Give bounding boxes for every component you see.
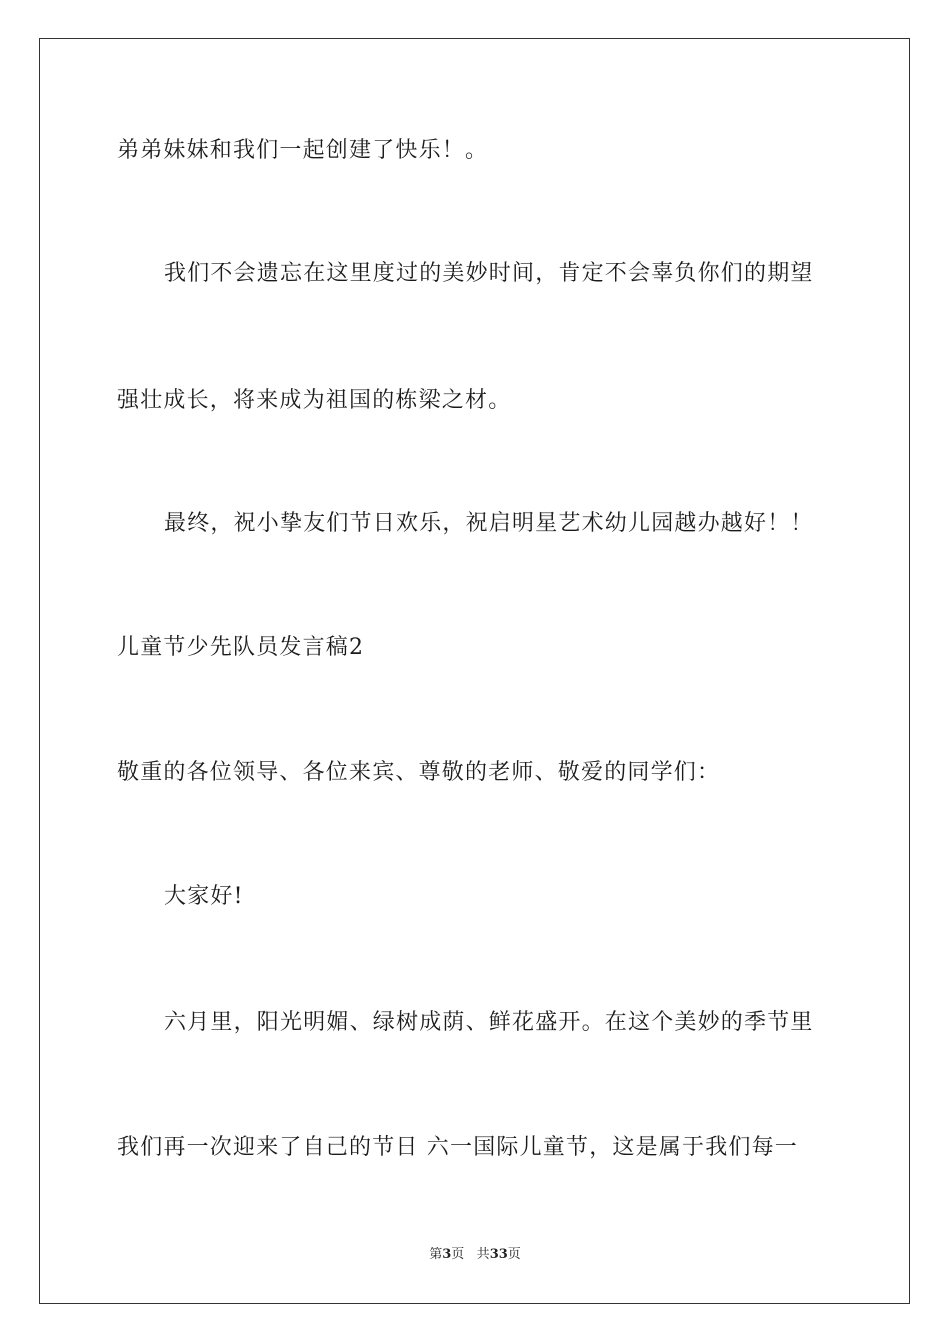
- footer-page-suffix: 页: [451, 1247, 465, 1262]
- section-heading: 儿童节少先队员发言稿2: [117, 635, 365, 660]
- footer-page-prefix: 第: [429, 1247, 443, 1262]
- paragraph-line-8: 六月里，阳光明媚、绿树成荫、鲜花盛开。在这个美妙的季节里: [164, 1010, 814, 1035]
- paragraph-line-9: 我们再一次迎来了自己的节日 六一国际儿童节，这是属于我们每一: [117, 1135, 798, 1160]
- footer-total-prefix: 共: [476, 1247, 490, 1262]
- paragraph-line-2: 我们不会遗忘在这里度过的美妙时间，肯定不会辜负你们的期望: [164, 261, 814, 286]
- footer-total-suffix: 页: [507, 1247, 521, 1262]
- footer-page-number: 3: [442, 1247, 452, 1262]
- page-frame: [39, 38, 910, 1304]
- page-footer: [0, 1246, 950, 1264]
- paragraph-line-1: 弟弟妹妹和我们一起创建了快乐！。: [117, 138, 489, 163]
- footer-total-pages: 33: [489, 1247, 508, 1262]
- greeting-line: 大家好!: [164, 884, 244, 909]
- salutation-line: 敬重的各位领导、各位来宾、尊敬的老师、敬爱的同学们：: [117, 760, 721, 785]
- paragraph-line-3: 强壮成长，将来成为祖国的栋梁之材。: [117, 388, 512, 413]
- paragraph-line-4: 最终，祝小挚友们节日欢乐，祝启明星艺术幼儿园越办越好！！: [164, 511, 814, 536]
